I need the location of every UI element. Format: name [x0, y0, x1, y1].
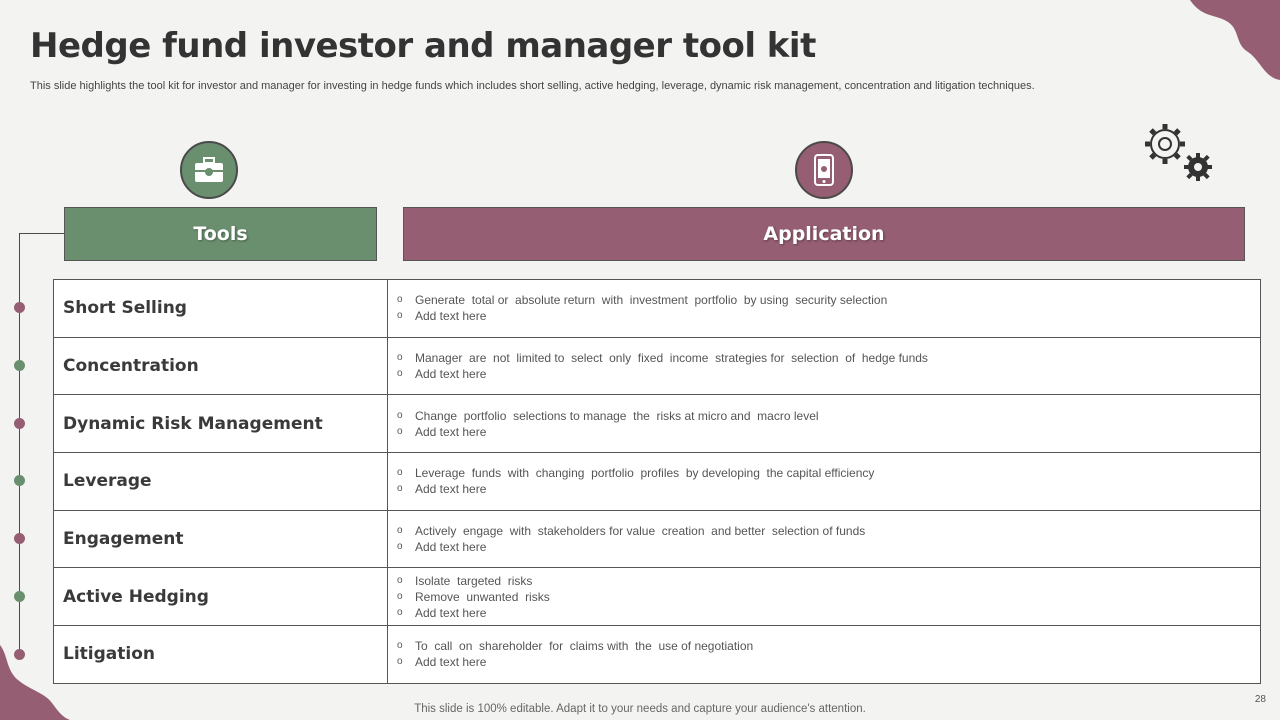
tool-name: Concentration — [54, 338, 388, 395]
bullet-item — [397, 408, 1260, 424]
bullet-item — [397, 465, 1260, 481]
bullet-marker: o — [397, 541, 403, 553]
bullet-item — [397, 573, 1260, 589]
bullet-text: Remove unwanted risks — [415, 589, 550, 604]
bullet-marker: o — [397, 425, 403, 437]
tool-name: Leverage — [54, 453, 388, 510]
bullet-text: Add text here — [415, 309, 487, 324]
bullet-text: Leverage funds with changing portfolio profiles by developing the capital efficiency — [415, 466, 875, 481]
timeline-dot — [14, 649, 25, 660]
bullet-item — [397, 481, 1260, 497]
bullet-item — [397, 350, 1260, 366]
application-header: Application — [403, 207, 1245, 261]
bullet-text: Add text here — [415, 482, 487, 497]
bullet-text: Isolate targeted risks — [415, 573, 533, 588]
tools-circle — [180, 141, 238, 199]
timeline-connector — [19, 233, 64, 234]
application-circle — [795, 141, 853, 199]
table-row — [54, 568, 1260, 626]
bullet-item — [397, 589, 1260, 605]
bullet-text: Actively engage with stakeholders for value creation and better selection of funds — [415, 524, 866, 539]
bullet-text: Add text here — [415, 367, 487, 382]
timeline-dot — [14, 360, 25, 371]
bullet-text: To call on shareholder for claims with the use of negotiation — [415, 639, 754, 654]
corner-decoration-top-right — [1190, 0, 1280, 80]
mobile-phone-icon — [814, 154, 834, 186]
bullet-item — [397, 654, 1260, 670]
tool-name: Engagement — [54, 511, 388, 568]
page-number: 28 — [1254, 694, 1266, 705]
application-cell — [388, 453, 1260, 510]
application-cell — [388, 338, 1260, 395]
application-cell — [388, 626, 1260, 683]
application-cell — [388, 511, 1260, 568]
table-row — [54, 453, 1260, 511]
gears-icon — [1143, 120, 1215, 184]
application-cell — [388, 568, 1260, 625]
tools-header: Tools — [64, 207, 377, 261]
bullet-marker: o — [397, 368, 403, 380]
bullet-marker: o — [397, 590, 403, 602]
tool-name: Active Hedging — [54, 568, 388, 625]
timeline-dot — [14, 418, 25, 429]
table-row — [54, 280, 1260, 338]
bullet-item — [397, 638, 1260, 654]
tool-name: Dynamic Risk Management — [54, 395, 388, 452]
bullet-item — [397, 539, 1260, 555]
bullet-item — [397, 366, 1260, 382]
table-row — [54, 626, 1260, 684]
timeline-dot — [14, 591, 25, 602]
bullet-marker: o — [397, 310, 403, 322]
page-title: Hedge fund investor and manager tool kit — [30, 26, 816, 66]
bullet-text: Add text here — [415, 540, 487, 555]
bullet-item — [397, 424, 1260, 440]
bullet-marker: o — [397, 525, 403, 537]
page-subtitle: This slide highlights the tool kit for investor and manager for investing in hedge funds which includes short selling, active hedging, leverage, dynamic risk management, concentration and litigation techniques. — [30, 80, 1035, 92]
toolbox-icon — [194, 157, 224, 183]
bullet-marker: o — [397, 409, 403, 421]
bullet-marker: o — [397, 483, 403, 495]
bullet-item — [397, 308, 1260, 324]
tool-name: Litigation — [54, 626, 388, 683]
bullet-marker: o — [397, 352, 403, 364]
bullet-marker: o — [397, 656, 403, 668]
table-row — [54, 511, 1260, 569]
bullet-text: Manager are not limited to select only fixed income strategies for selection of hedge funds — [415, 351, 928, 366]
bullet-text: Change portfolio selections to manage the risks at micro and macro level — [415, 408, 819, 423]
bullet-item — [397, 605, 1260, 621]
timeline-dot — [14, 475, 25, 486]
footer-note: This slide is 100% editable. Adapt it to your needs and capture your audience's attention. — [414, 703, 866, 715]
application-cell — [388, 280, 1260, 337]
bullet-marker: o — [397, 640, 403, 652]
bullet-marker: o — [397, 467, 403, 479]
table-row — [54, 395, 1260, 453]
table-row — [54, 338, 1260, 396]
tool-name: Short Selling — [54, 280, 388, 337]
bullet-text: Add text here — [415, 424, 487, 439]
bullet-marker: o — [397, 574, 403, 586]
application-cell — [388, 395, 1260, 452]
timeline-dot — [14, 533, 25, 544]
bullet-text: Generate total or absolute return with investment portfolio by using security selection — [415, 293, 888, 308]
bullet-marker: o — [397, 294, 403, 306]
bullet-item — [397, 292, 1260, 308]
toolkit-table — [53, 279, 1261, 684]
bullet-item — [397, 523, 1260, 539]
bullet-text: Add text here — [415, 605, 487, 620]
bullet-text: Add text here — [415, 655, 487, 670]
bullet-marker: o — [397, 606, 403, 618]
timeline-dot — [14, 302, 25, 313]
